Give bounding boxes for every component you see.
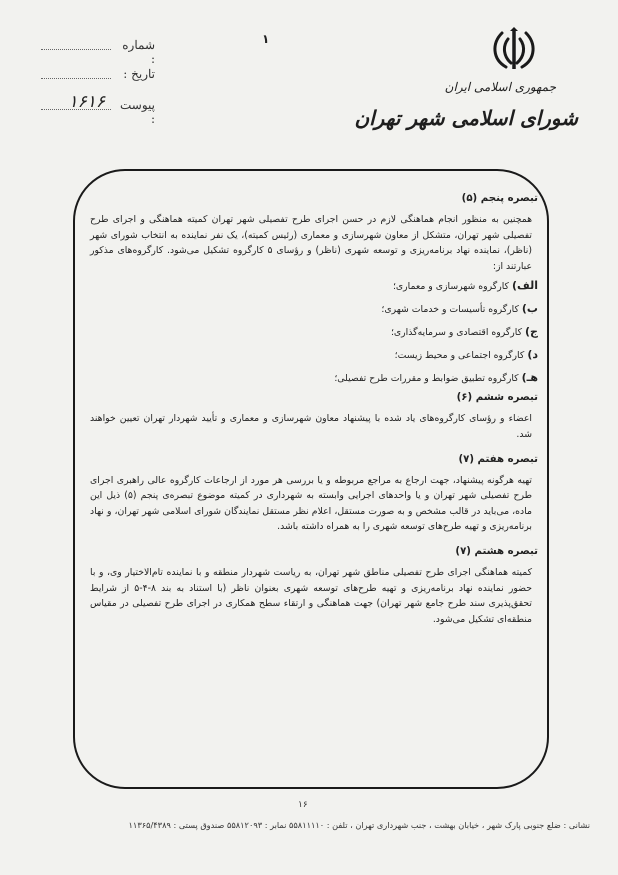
list-item-text: کارگروه تأسیسات و خدمات شهری؛	[381, 304, 519, 316]
list-item-text: کارگروه اقتصادی و سرمایه‌گذاری؛	[390, 327, 523, 339]
list-item-marker: د)	[527, 348, 538, 362]
note-6-title: تبصره ششم (۶)	[456, 392, 538, 404]
note-8-text: کمیته هماهنگی اجرای طرح تفصیلی مناطق شهر تهران، به ریاست شهردار منطقه و با نماینده تام‌الاختیار وی، و با حضور نماینده نهاد برنامه‌ریزی و تهیه طرح‌های توسعه شهری بعنوان ناظر (با استناد به بند ۸-۴-۵ از شرایط تحقق‌پذیری سند طرح جامع شهر تهران) جهت هماهنگی و ارتقاء سطح همکاری در اجرای طرح تفصیلی در مقیاس منطقه‌ای تشکیل می‌شود.	[90, 566, 532, 625]
list-item-marker: هـ)	[521, 371, 538, 385]
letter-number-line	[41, 49, 111, 50]
org-subtitle: جمهوری اسلامی ایران	[444, 80, 556, 94]
list-item-marker: الف)	[511, 279, 538, 293]
list-item	[90, 366, 538, 389]
note-5-text: همچنین به منظور انجام هماهنگی لازم در حسن اجرای طرح تفصیلی شهر تهران کمیته هماهنگی و اجرای طرح تفصیلی شهر تهران، متشکل از معاون شهرسازی و معماری (رئیس کمیته)، یک نفر نماینده به انتخاب شورای شهر (ناظر)، نماینده نهاد برنامه‌ریزی و توسعه شهری (ناظر) و رؤسای ۵ کارگروه تشکیل می‌شود. کارگروه‌های مذکور عبارتند از:	[90, 214, 532, 272]
list-item-text: کارگروه تطبیق ضوابط و مقررات طرح تفصیلی؛	[334, 373, 519, 385]
list-item	[90, 297, 538, 320]
letter-attachment-value: ۱۶۱۶	[68, 92, 105, 112]
letter-attachment-field	[68, 92, 155, 126]
letter-date-line	[41, 78, 111, 79]
page-number: ۱۶	[298, 800, 308, 810]
letter-number-label: شماره :	[122, 38, 155, 66]
note-7-text: تهیه هرگونه پیشنهاد، جهت ارجاع به مراجع مربوطه و یا بررسی هر مورد از ارجاعات کارگروه عالی راهبری اجرای طرح تفصیلی شهر تهران و یا واحدهای اجرایی وابسته به شهرداری در کمیته موضوع تبصره‌ی پنجم (۵) ذیل این ماده، می‌باید در قالب مشخص و به صورت مستقل، اعلام نظر مستقل نمایندگان شورای اسلامی شهر تهران، و نهاد برنامه‌ریزی و تهیه طرح‌های توسعه شهری را به همراه داشته باشد.	[90, 474, 532, 533]
list-item-marker: ب)	[521, 302, 538, 316]
iran-emblem-icon	[488, 25, 540, 73]
list-item-marker: ج)	[525, 325, 538, 339]
handwritten-stroke: ۱	[262, 32, 270, 46]
note-7-title: تبصره هفتم (۷)	[458, 453, 538, 465]
list-item	[90, 343, 538, 366]
list-item-text: کارگروه شهرسازی و معماری؛	[392, 281, 509, 293]
footer-address: نشانی : ضلع جنوبی پارک شهر ، خیابان بهشت ، جنب شهرداری تهران ، تلفن : ۵۵۸۱۱۱۱۰ نمابر : ۵۵۸۱۲۰۹۳ صندوق پستی : ۱۱۳۶۵/۴۳۸۹	[128, 820, 590, 830]
letter-attachment-line	[41, 109, 111, 110]
list-item-text: کارگروه اجتماعی و محیط زیست؛	[394, 350, 525, 362]
letter-number-field	[115, 38, 155, 66]
list-item	[90, 274, 538, 297]
letter-body	[90, 190, 538, 627]
note-5-title: تبصره پنجم (۵)	[461, 193, 538, 204]
letter-date-label: تاریخ :	[123, 67, 155, 81]
note-6-text: اعضاء و رؤسای کارگروه‌های یاد شده با پیشنهاد معاون شهرسازی و معماری و تأیید شهردار تهران تعیین خواهند شد.	[90, 413, 532, 440]
note-8-title: تبصره هشتم (۷)	[455, 545, 538, 557]
letter-attachment-label: پیوست :	[120, 98, 155, 126]
org-name: شورای اسلامی شهر تهران	[354, 106, 578, 130]
letter-date-field	[115, 67, 155, 81]
list-item	[90, 320, 538, 343]
